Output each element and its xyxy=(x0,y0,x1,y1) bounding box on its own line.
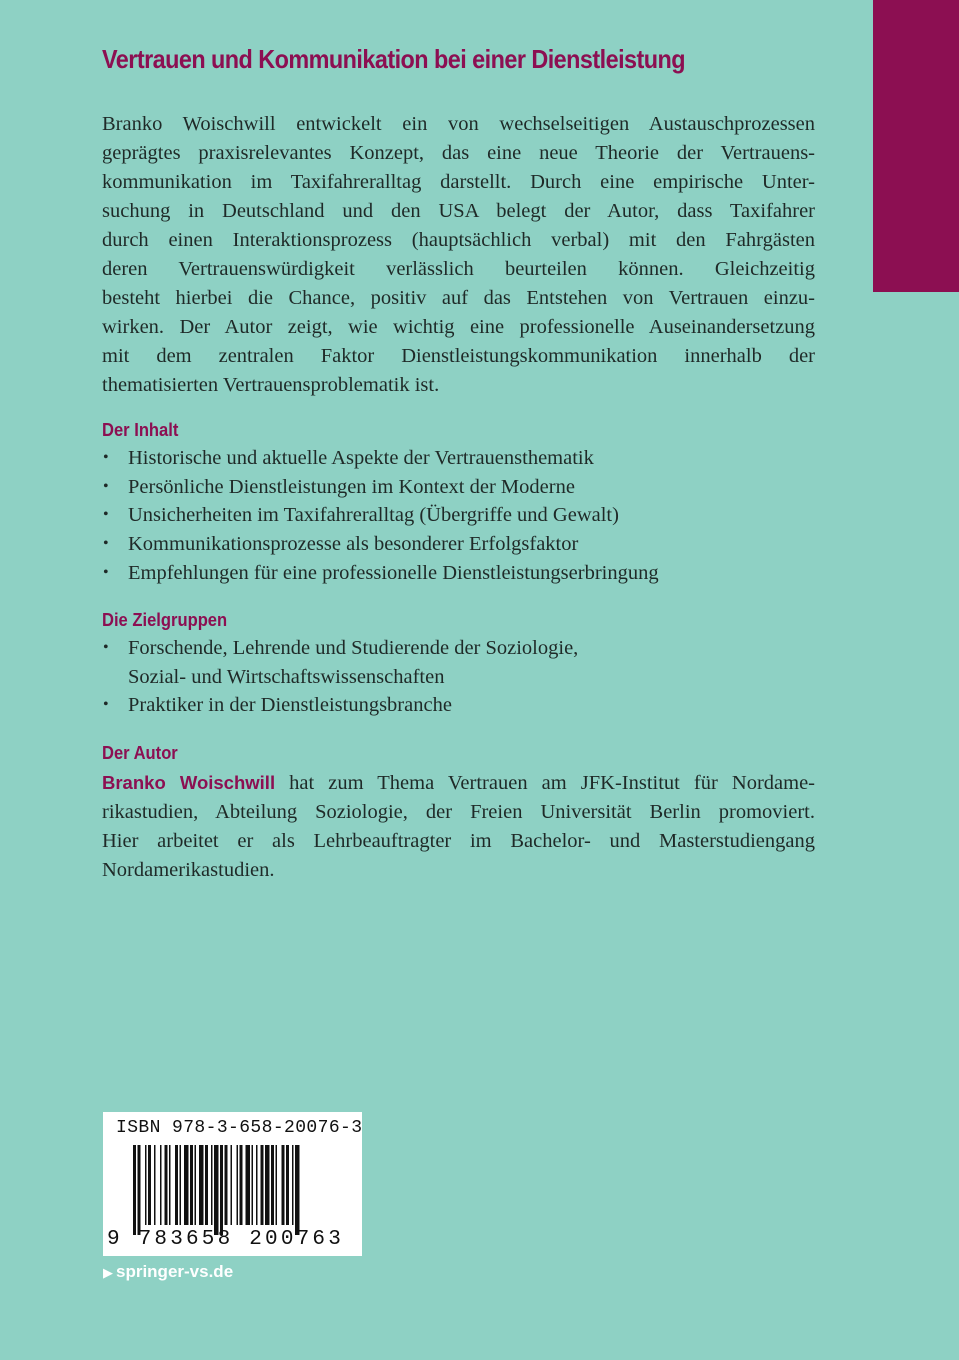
abstract-line: kommunikation im Taxifahreralltag darstellt. Durch eine empirische Unter- xyxy=(102,171,815,193)
abstract xyxy=(102,110,815,400)
bullet-icon: • xyxy=(103,506,109,524)
abstract-line: durch einen Interaktionsprozess (hauptsächlich verbal) mit den Fahrgästen xyxy=(102,229,815,251)
abstract-line: mit dem zentralen Faktor Dienstleistungskommunikation innerhalb der xyxy=(102,345,815,367)
isbn-label: ISBN 978-3-658-20076-3 xyxy=(116,1118,363,1138)
list-item xyxy=(102,473,659,502)
list-item-text: Persönliche Dienstleistungen im Kontext der Moderne xyxy=(128,475,575,498)
list-item-text: Sozial- und Wirtschaftswissenschaften xyxy=(128,665,445,688)
abstract-line: Branko Woischwill entwickelt ein von wechselseitigen Austauschprozessen xyxy=(102,113,815,135)
author-bio-line: Hier arbeitet er als Lehrbeauftragter im Bachelor- und Masterstudiengang xyxy=(102,830,815,852)
bullet-icon: • xyxy=(103,563,109,581)
author-bio-line xyxy=(102,768,815,798)
list-item-text: Unsicherheiten im Taxifahreralltag (Übergriffe und Gewalt) xyxy=(128,504,619,527)
abstract-line: geprägtes praxisrelevantes Konzept, das eine neue Theorie der Vertrauens- xyxy=(102,142,815,164)
bullet-icon: • xyxy=(103,477,109,495)
abstract-line: wirken. Der Autor zeigt, wie wichtig eine professionelle Auseinandersetzung xyxy=(102,316,815,338)
author-name: Branko Woischwill xyxy=(102,772,276,793)
list-item xyxy=(102,634,578,691)
publisher-url: springer-vs.de xyxy=(116,1262,234,1281)
audience-list xyxy=(102,634,578,720)
author-bio-text: hat zum Thema Vertrauen am JFK-Institut für Nordame- xyxy=(275,772,816,794)
list-item-text: Praktiker in der Dienstleistungsbranche xyxy=(128,694,452,717)
abstract-line: thematisierten Vertrauensproblematik ist. xyxy=(102,374,440,396)
list-item xyxy=(102,530,659,559)
ean-digits: 9 783658 200763 xyxy=(107,1228,345,1251)
abstract-line: deren Vertrauenswürdigkeit verlässlich beurteilen können. Gleichzeitig xyxy=(102,258,815,280)
arrow-right-icon: ▶ xyxy=(103,1265,113,1280)
abstract-line: suchung in Deutschland und den USA belegt der Autor, dass Taxifahrer xyxy=(102,200,815,222)
list-item xyxy=(102,691,578,720)
content-list xyxy=(102,444,659,588)
list-item xyxy=(102,444,659,473)
list-item-text: Kommunikationsprozesse als besonderer Erfolgsfaktor xyxy=(128,533,579,556)
publisher-link[interactable] xyxy=(103,1262,233,1282)
audience-heading: Die Zielgruppen xyxy=(102,610,228,630)
book-title: Vertrauen und Kommunikation bei einer Dienstleistung xyxy=(102,44,686,74)
bullet-icon: • xyxy=(103,535,109,553)
author-bio-line: Nordamerikastudien. xyxy=(102,859,275,881)
list-item-text: Forschende, Lehrende und Studierende der Soziologie, xyxy=(128,637,579,659)
accent-bar xyxy=(873,0,959,292)
author-bio-line: rikastudien, Abteilung Soziologie, der Freien Universität Berlin promoviert. xyxy=(102,801,815,823)
list-item xyxy=(102,501,659,530)
list-item xyxy=(102,559,659,588)
author-heading: Der Autor xyxy=(102,743,178,763)
content-heading: Der Inhalt xyxy=(102,420,179,440)
bullet-icon: • xyxy=(103,449,109,466)
author-bio xyxy=(102,768,815,885)
isbn-barcode xyxy=(103,1112,362,1256)
bullet-icon: • xyxy=(103,696,109,714)
bullet-icon: • xyxy=(103,639,109,656)
list-item-text: Empfehlungen für eine professionelle Dienstleistungserbringung xyxy=(128,561,659,584)
list-item-text: Historische und aktuelle Aspekte der Vertrauensthematik xyxy=(128,447,594,469)
abstract-line: besteht hierbei die Chance, positiv auf das Entstehen von Vertrauen einzu- xyxy=(102,287,815,309)
